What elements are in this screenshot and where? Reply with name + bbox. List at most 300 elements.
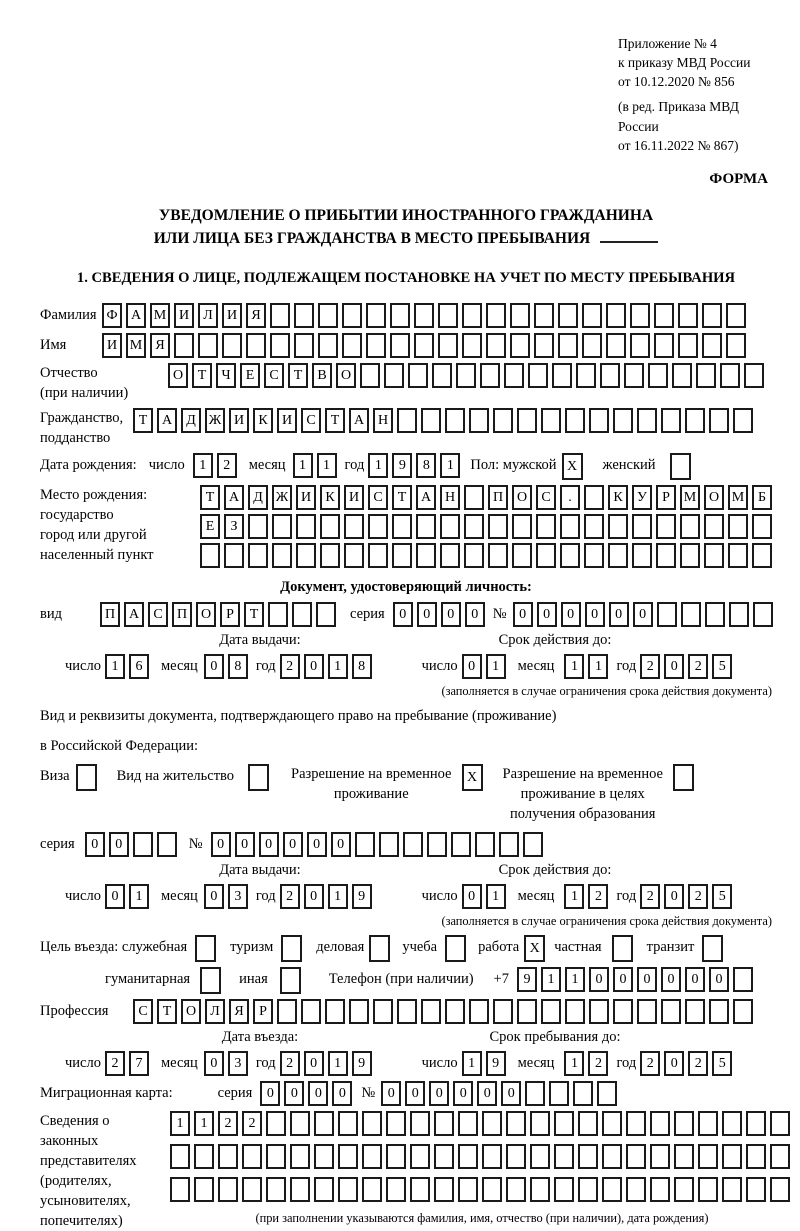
- char-box[interactable]: [523, 832, 543, 857]
- char-box[interactable]: С: [368, 485, 388, 510]
- char-box[interactable]: 1: [317, 453, 337, 478]
- char-box[interactable]: Я: [246, 303, 266, 328]
- char-box[interactable]: [416, 543, 436, 568]
- female-checkbox[interactable]: [670, 453, 691, 480]
- char-box[interactable]: 2: [105, 1051, 125, 1076]
- char-box[interactable]: [680, 543, 700, 568]
- char-box[interactable]: 1: [293, 453, 313, 478]
- char-box[interactable]: 0: [304, 1051, 324, 1076]
- char-box[interactable]: 1: [129, 884, 149, 909]
- char-box[interactable]: О: [196, 602, 216, 627]
- char-box[interactable]: [362, 1144, 382, 1169]
- char-box[interactable]: Ф: [102, 303, 122, 328]
- representatives-boxes-row[interactable]: [170, 1111, 794, 1136]
- char-box[interactable]: И: [344, 485, 364, 510]
- char-box[interactable]: [493, 999, 513, 1024]
- char-box[interactable]: 1: [328, 1051, 348, 1076]
- char-box[interactable]: [648, 363, 668, 388]
- char-box[interactable]: 1: [486, 884, 506, 909]
- char-box[interactable]: 2: [688, 1051, 708, 1076]
- char-box[interactable]: В: [312, 363, 332, 388]
- char-box[interactable]: [770, 1144, 790, 1169]
- char-box[interactable]: 1: [564, 654, 584, 679]
- char-box[interactable]: [458, 1111, 478, 1136]
- char-box[interactable]: [650, 1144, 670, 1169]
- char-box[interactable]: [657, 602, 677, 627]
- char-box[interactable]: [349, 999, 369, 1024]
- char-box[interactable]: [709, 999, 729, 1024]
- char-box[interactable]: [366, 333, 386, 358]
- char-box[interactable]: [320, 543, 340, 568]
- birth-month-boxes[interactable]: [293, 453, 341, 478]
- purpose-humanitarian-checkbox[interactable]: [200, 967, 221, 994]
- char-box[interactable]: [534, 333, 554, 358]
- char-box[interactable]: [722, 1144, 742, 1169]
- char-box[interactable]: [242, 1177, 262, 1202]
- char-box[interactable]: [157, 832, 177, 857]
- char-box[interactable]: И: [102, 333, 122, 358]
- char-box[interactable]: [674, 1111, 694, 1136]
- permit-number-boxes[interactable]: [211, 832, 547, 857]
- char-box[interactable]: [133, 832, 153, 857]
- char-box[interactable]: 1: [541, 967, 561, 992]
- char-box[interactable]: Р: [253, 999, 273, 1024]
- char-box[interactable]: К: [253, 408, 273, 433]
- char-box[interactable]: [272, 543, 292, 568]
- entry-month-boxes[interactable]: [204, 1051, 252, 1076]
- permit-series-boxes[interactable]: [85, 832, 181, 857]
- char-box[interactable]: 1: [565, 967, 585, 992]
- char-box[interactable]: [458, 1144, 478, 1169]
- char-box[interactable]: [222, 333, 242, 358]
- char-box[interactable]: [560, 543, 580, 568]
- char-box[interactable]: [528, 363, 548, 388]
- char-box[interactable]: [355, 832, 375, 857]
- char-box[interactable]: 0: [637, 967, 657, 992]
- char-box[interactable]: [698, 1111, 718, 1136]
- char-box[interactable]: [704, 543, 724, 568]
- char-box[interactable]: [606, 303, 626, 328]
- char-box[interactable]: [482, 1111, 502, 1136]
- char-box[interactable]: 8: [228, 654, 248, 679]
- char-box[interactable]: [427, 832, 447, 857]
- char-box[interactable]: 0: [537, 602, 557, 627]
- doc-issue-day-boxes[interactable]: [105, 654, 153, 679]
- char-box[interactable]: [456, 363, 476, 388]
- char-box[interactable]: .: [560, 485, 580, 510]
- char-box[interactable]: [626, 1177, 646, 1202]
- char-box[interactable]: [613, 999, 633, 1024]
- char-box[interactable]: С: [536, 485, 556, 510]
- char-box[interactable]: 1: [193, 453, 213, 478]
- char-box[interactable]: [434, 1144, 454, 1169]
- char-box[interactable]: [630, 303, 650, 328]
- char-box[interactable]: Т: [192, 363, 212, 388]
- char-box[interactable]: [512, 514, 532, 539]
- doc-valid-month-boxes[interactable]: [564, 654, 612, 679]
- char-box[interactable]: [678, 333, 698, 358]
- char-box[interactable]: 0: [585, 602, 605, 627]
- char-box[interactable]: А: [224, 485, 244, 510]
- char-box[interactable]: [512, 543, 532, 568]
- char-box[interactable]: Т: [244, 602, 264, 627]
- char-box[interactable]: [728, 514, 748, 539]
- char-box[interactable]: [194, 1144, 214, 1169]
- char-box[interactable]: [242, 1144, 262, 1169]
- char-box[interactable]: [584, 543, 604, 568]
- char-box[interactable]: [510, 333, 530, 358]
- surname-boxes[interactable]: [102, 303, 750, 328]
- purpose-tourism-checkbox[interactable]: [281, 935, 302, 962]
- char-box[interactable]: [661, 999, 681, 1024]
- char-box[interactable]: А: [349, 408, 369, 433]
- char-box[interactable]: [578, 1111, 598, 1136]
- char-box[interactable]: [656, 543, 676, 568]
- char-box[interactable]: Е: [200, 514, 220, 539]
- char-box[interactable]: Р: [656, 485, 676, 510]
- char-box[interactable]: Ж: [272, 485, 292, 510]
- char-box[interactable]: [314, 1144, 334, 1169]
- char-box[interactable]: П: [488, 485, 508, 510]
- char-box[interactable]: 6: [129, 654, 149, 679]
- char-box[interactable]: [541, 999, 561, 1024]
- permit-valid-year-boxes[interactable]: [640, 884, 736, 909]
- char-box[interactable]: Т: [133, 408, 153, 433]
- char-box[interactable]: С: [148, 602, 168, 627]
- char-box[interactable]: 0: [664, 884, 684, 909]
- char-box[interactable]: [589, 999, 609, 1024]
- char-box[interactable]: [320, 514, 340, 539]
- char-box[interactable]: [626, 1144, 646, 1169]
- char-box[interactable]: [318, 303, 338, 328]
- char-box[interactable]: [578, 1144, 598, 1169]
- char-box[interactable]: [698, 1177, 718, 1202]
- purpose-official-checkbox[interactable]: [195, 935, 216, 962]
- char-box[interactable]: [722, 1177, 742, 1202]
- char-box[interactable]: 9: [517, 967, 537, 992]
- char-box[interactable]: 0: [589, 967, 609, 992]
- char-box[interactable]: [414, 333, 434, 358]
- char-box[interactable]: [624, 363, 644, 388]
- char-box[interactable]: [506, 1111, 526, 1136]
- char-box[interactable]: [290, 1177, 310, 1202]
- char-box[interactable]: [432, 363, 452, 388]
- char-box[interactable]: 0: [105, 884, 125, 909]
- char-box[interactable]: Т: [392, 485, 412, 510]
- char-box[interactable]: 1: [486, 654, 506, 679]
- char-box[interactable]: [438, 333, 458, 358]
- char-box[interactable]: [268, 602, 288, 627]
- char-box[interactable]: Л: [205, 999, 225, 1024]
- char-box[interactable]: [729, 602, 749, 627]
- char-box[interactable]: [637, 408, 657, 433]
- char-box[interactable]: [549, 1081, 569, 1106]
- char-box[interactable]: 0: [462, 884, 482, 909]
- char-box[interactable]: [650, 1177, 670, 1202]
- char-box[interactable]: Д: [248, 485, 268, 510]
- char-box[interactable]: [408, 363, 428, 388]
- char-box[interactable]: 0: [85, 832, 105, 857]
- char-box[interactable]: 0: [260, 1081, 280, 1106]
- char-box[interactable]: А: [157, 408, 177, 433]
- char-box[interactable]: Т: [157, 999, 177, 1024]
- char-box[interactable]: 0: [393, 602, 413, 627]
- char-box[interactable]: [384, 363, 404, 388]
- char-box[interactable]: 0: [284, 1081, 304, 1106]
- doc-series-boxes[interactable]: [393, 602, 489, 627]
- char-box[interactable]: [752, 514, 772, 539]
- char-box[interactable]: [554, 1177, 574, 1202]
- char-box[interactable]: [589, 408, 609, 433]
- char-box[interactable]: [674, 1144, 694, 1169]
- char-box[interactable]: [685, 408, 705, 433]
- char-box[interactable]: А: [416, 485, 436, 510]
- char-box[interactable]: [368, 514, 388, 539]
- char-box[interactable]: [681, 602, 701, 627]
- char-box[interactable]: 0: [204, 1051, 224, 1076]
- char-box[interactable]: [506, 1177, 526, 1202]
- permit-valid-month-boxes[interactable]: [564, 884, 612, 909]
- char-box[interactable]: [661, 408, 681, 433]
- char-box[interactable]: [746, 1111, 766, 1136]
- char-box[interactable]: 0: [259, 832, 279, 857]
- char-box[interactable]: [421, 408, 441, 433]
- char-box[interactable]: [360, 363, 380, 388]
- char-box[interactable]: 0: [429, 1081, 449, 1106]
- char-box[interactable]: [654, 333, 674, 358]
- char-box[interactable]: [440, 514, 460, 539]
- char-box[interactable]: [451, 832, 471, 857]
- char-box[interactable]: [678, 303, 698, 328]
- char-box[interactable]: [488, 543, 508, 568]
- char-box[interactable]: [410, 1111, 430, 1136]
- entry-year-boxes[interactable]: [280, 1051, 376, 1076]
- char-box[interactable]: [301, 999, 321, 1024]
- char-box[interactable]: [493, 408, 513, 433]
- char-box[interactable]: [344, 543, 364, 568]
- char-box[interactable]: [608, 543, 628, 568]
- birth-year-boxes[interactable]: [368, 453, 464, 478]
- char-box[interactable]: [554, 1111, 574, 1136]
- char-box[interactable]: [464, 485, 484, 510]
- char-box[interactable]: [390, 303, 410, 328]
- char-box[interactable]: 0: [211, 832, 231, 857]
- char-box[interactable]: [296, 514, 316, 539]
- char-box[interactable]: М: [728, 485, 748, 510]
- char-box[interactable]: [704, 514, 724, 539]
- char-box[interactable]: Н: [440, 485, 460, 510]
- purpose-other-checkbox[interactable]: [280, 967, 301, 994]
- representatives-boxes-row[interactable]: [170, 1177, 794, 1202]
- char-box[interactable]: [482, 1144, 502, 1169]
- char-box[interactable]: И: [222, 303, 242, 328]
- birth-day-boxes[interactable]: [193, 453, 241, 478]
- char-box[interactable]: З: [224, 514, 244, 539]
- char-box[interactable]: [626, 1111, 646, 1136]
- char-box[interactable]: [696, 363, 716, 388]
- char-box[interactable]: [530, 1144, 550, 1169]
- char-box[interactable]: [552, 363, 572, 388]
- char-box[interactable]: 3: [228, 1051, 248, 1076]
- char-box[interactable]: Я: [229, 999, 249, 1024]
- char-box[interactable]: [656, 514, 676, 539]
- char-box[interactable]: 2: [280, 884, 300, 909]
- char-box[interactable]: [506, 1144, 526, 1169]
- char-box[interactable]: [602, 1144, 622, 1169]
- char-box[interactable]: [602, 1111, 622, 1136]
- char-box[interactable]: [458, 1177, 478, 1202]
- char-box[interactable]: [290, 1111, 310, 1136]
- permit-valid-day-boxes[interactable]: [462, 884, 510, 909]
- char-box[interactable]: 2: [217, 453, 237, 478]
- char-box[interactable]: [373, 999, 393, 1024]
- birthplace-boxes-row[interactable]: [200, 543, 776, 568]
- char-box[interactable]: [294, 333, 314, 358]
- char-box[interactable]: 9: [486, 1051, 506, 1076]
- char-box[interactable]: [292, 602, 312, 627]
- purpose-transit-checkbox[interactable]: [702, 935, 723, 962]
- char-box[interactable]: [392, 514, 412, 539]
- char-box[interactable]: [536, 543, 556, 568]
- char-box[interactable]: 1: [194, 1111, 214, 1136]
- char-box[interactable]: О: [181, 999, 201, 1024]
- char-box[interactable]: О: [168, 363, 188, 388]
- char-box[interactable]: 0: [304, 654, 324, 679]
- char-box[interactable]: 0: [304, 884, 324, 909]
- char-box[interactable]: И: [229, 408, 249, 433]
- char-box[interactable]: [560, 514, 580, 539]
- char-box[interactable]: [392, 543, 412, 568]
- char-box[interactable]: 2: [218, 1111, 238, 1136]
- stay-year-boxes[interactable]: [640, 1051, 736, 1076]
- char-box[interactable]: [752, 543, 772, 568]
- char-box[interactable]: [770, 1111, 790, 1136]
- char-box[interactable]: [421, 999, 441, 1024]
- char-box[interactable]: [296, 543, 316, 568]
- char-box[interactable]: С: [264, 363, 284, 388]
- doc-valid-year-boxes[interactable]: [640, 654, 736, 679]
- char-box[interactable]: П: [100, 602, 120, 627]
- char-box[interactable]: Л: [198, 303, 218, 328]
- char-box[interactable]: 2: [242, 1111, 262, 1136]
- char-box[interactable]: 8: [352, 654, 372, 679]
- char-box[interactable]: Н: [373, 408, 393, 433]
- citizenship-boxes[interactable]: [133, 408, 757, 433]
- char-box[interactable]: [705, 602, 725, 627]
- char-box[interactable]: 1: [564, 884, 584, 909]
- char-box[interactable]: 0: [561, 602, 581, 627]
- firstname-boxes[interactable]: [102, 333, 750, 358]
- char-box[interactable]: 5: [712, 654, 732, 679]
- char-box[interactable]: [576, 363, 596, 388]
- char-box[interactable]: [558, 333, 578, 358]
- char-box[interactable]: 0: [453, 1081, 473, 1106]
- char-box[interactable]: О: [704, 485, 724, 510]
- char-box[interactable]: О: [336, 363, 356, 388]
- char-box[interactable]: Ж: [205, 408, 225, 433]
- char-box[interactable]: Д: [181, 408, 201, 433]
- char-box[interactable]: [170, 1144, 190, 1169]
- char-box[interactable]: Т: [325, 408, 345, 433]
- char-box[interactable]: [272, 514, 292, 539]
- char-box[interactable]: А: [124, 602, 144, 627]
- char-box[interactable]: 1: [440, 453, 460, 478]
- doc-number-boxes[interactable]: [513, 602, 777, 627]
- char-box[interactable]: [266, 1144, 286, 1169]
- char-box[interactable]: [362, 1177, 382, 1202]
- char-box[interactable]: [606, 333, 626, 358]
- char-box[interactable]: [366, 303, 386, 328]
- char-box[interactable]: 0: [462, 654, 482, 679]
- char-box[interactable]: 0: [664, 654, 684, 679]
- char-box[interactable]: [464, 543, 484, 568]
- phone-boxes[interactable]: [517, 967, 757, 992]
- char-box[interactable]: О: [512, 485, 532, 510]
- char-box[interactable]: [397, 408, 417, 433]
- char-box[interactable]: [486, 303, 506, 328]
- char-box[interactable]: [709, 408, 729, 433]
- char-box[interactable]: [248, 514, 268, 539]
- char-box[interactable]: [600, 363, 620, 388]
- char-box[interactable]: А: [126, 303, 146, 328]
- char-box[interactable]: 0: [709, 967, 729, 992]
- char-box[interactable]: [266, 1111, 286, 1136]
- char-box[interactable]: [558, 303, 578, 328]
- char-box[interactable]: [530, 1111, 550, 1136]
- char-box[interactable]: 0: [501, 1081, 521, 1106]
- char-box[interactable]: [480, 363, 500, 388]
- char-box[interactable]: [746, 1177, 766, 1202]
- char-box[interactable]: М: [680, 485, 700, 510]
- char-box[interactable]: [386, 1111, 406, 1136]
- char-box[interactable]: [541, 408, 561, 433]
- char-box[interactable]: [475, 832, 495, 857]
- char-box[interactable]: 2: [640, 884, 660, 909]
- char-box[interactable]: [720, 363, 740, 388]
- char-box[interactable]: 0: [307, 832, 327, 857]
- entry-day-boxes[interactable]: [105, 1051, 153, 1076]
- char-box[interactable]: 0: [465, 602, 485, 627]
- char-box[interactable]: [440, 543, 460, 568]
- char-box[interactable]: [672, 363, 692, 388]
- char-box[interactable]: 2: [640, 654, 660, 679]
- mc-series-boxes[interactable]: [260, 1081, 356, 1106]
- char-box[interactable]: Ч: [216, 363, 236, 388]
- char-box[interactable]: [554, 1144, 574, 1169]
- purpose-study-checkbox[interactable]: [445, 935, 466, 962]
- char-box[interactable]: [744, 363, 764, 388]
- char-box[interactable]: Я: [150, 333, 170, 358]
- char-box[interactable]: Б: [752, 485, 772, 510]
- char-box[interactable]: 3: [228, 884, 248, 909]
- char-box[interactable]: [342, 303, 362, 328]
- char-box[interactable]: [608, 514, 628, 539]
- char-box[interactable]: Е: [240, 363, 260, 388]
- char-box[interactable]: [469, 408, 489, 433]
- char-box[interactable]: 1: [328, 884, 348, 909]
- char-box[interactable]: [573, 1081, 593, 1106]
- char-box[interactable]: [510, 303, 530, 328]
- char-box[interactable]: [434, 1177, 454, 1202]
- char-box[interactable]: [486, 333, 506, 358]
- char-box[interactable]: 0: [331, 832, 351, 857]
- char-box[interactable]: 0: [441, 602, 461, 627]
- char-box[interactable]: 2: [280, 654, 300, 679]
- char-box[interactable]: Р: [220, 602, 240, 627]
- char-box[interactable]: [753, 602, 773, 627]
- residence-permit-checkbox[interactable]: [248, 764, 269, 791]
- char-box[interactable]: [565, 999, 585, 1024]
